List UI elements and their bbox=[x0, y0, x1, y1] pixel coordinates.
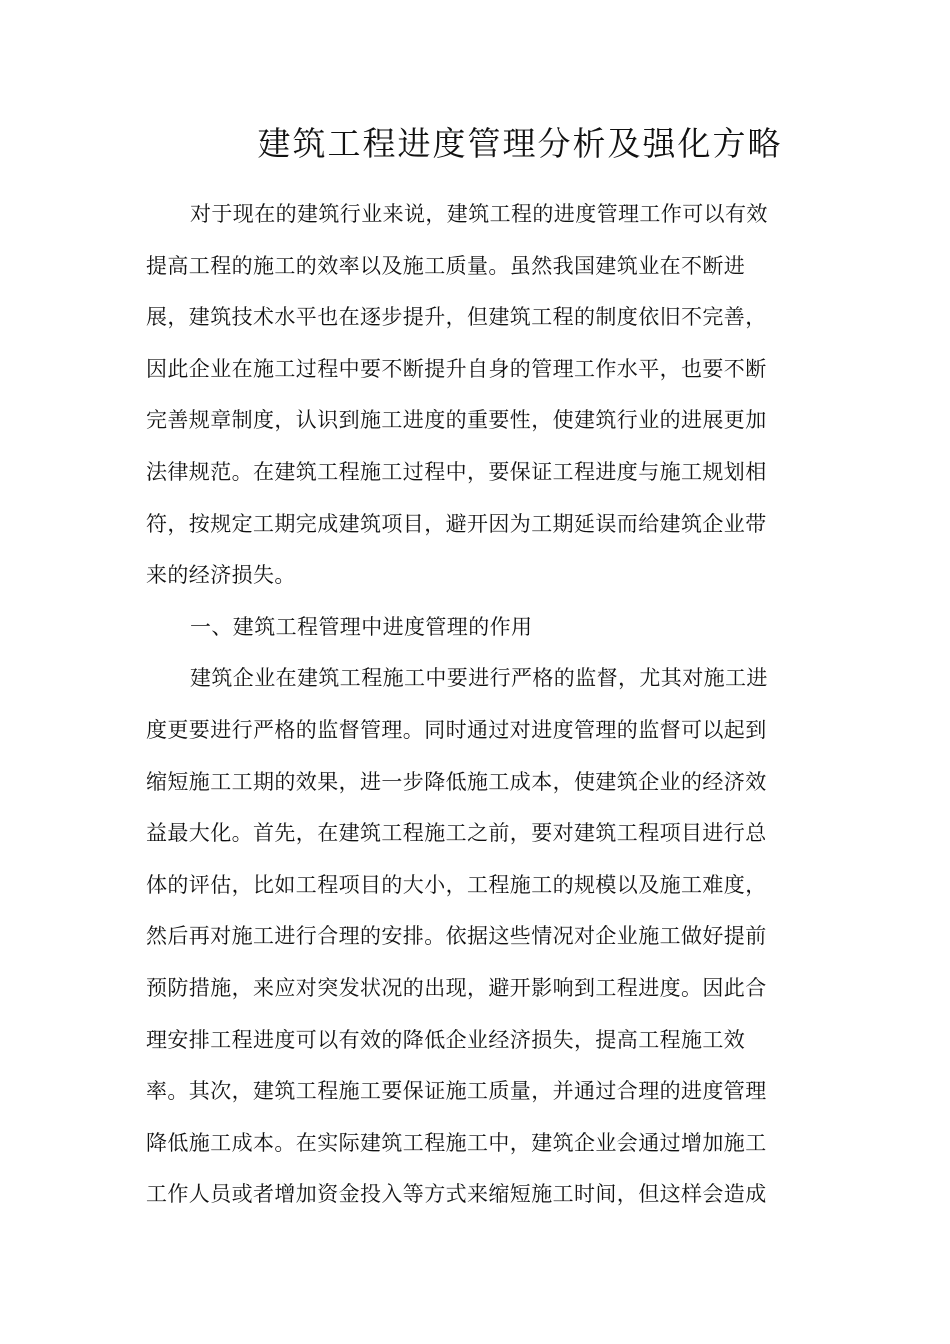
paragraph-2-line-10: 降低施工成本。在实际建筑工程施工中，建筑企业会通过增加施工 bbox=[146, 1130, 767, 1155]
paragraph-2-line-3: 缩短施工工期的效果，进一步降低施工成本，使建筑企业的经济效 bbox=[146, 769, 767, 794]
paragraph-1-line-1: 对于现在的建筑行业来说，建筑工程的进度管理工作可以有效 bbox=[190, 202, 768, 226]
paragraph-2-line-9: 率。其次，建筑工程施工要保证施工质量，并通过合理的进度管理 bbox=[146, 1079, 767, 1104]
paragraph-2-line-6: 然后再对施工进行合理的安排。依据这些情况对企业施工做好提前 bbox=[146, 924, 767, 949]
paragraph-1-line-6: 法律规范。在建筑工程施工过程中，要保证工程进度与施工规划相 bbox=[146, 459, 767, 484]
paragraph-1-line-7: 符，按规定工期完成建筑项目，避开因为工期延误而给建筑企业带 bbox=[146, 511, 767, 536]
paragraph-2-line-4: 益最大化。首先，在建筑工程施工之前，要对建筑工程项目进行总 bbox=[146, 821, 767, 846]
paragraph-1-line-5: 完善规章制度，认识到施工进度的重要性，使建筑行业的进展更加 bbox=[146, 408, 767, 433]
paragraph-2-line-11: 工作人员或者增加资金投入等方式来缩短施工时间，但这样会造成 bbox=[146, 1182, 767, 1207]
paragraph-1-line-4: 因此企业在施工过程中要不断提升自身的管理工作水平，也要不断 bbox=[146, 356, 767, 381]
document-title: 建筑工程进度管理分析及强化方略 bbox=[257, 124, 783, 163]
document-body bbox=[146, 189, 806, 1221]
paragraph-2-line-5: 体的评估，比如工程项目的大小，工程施工的规模以及施工难度， bbox=[146, 872, 767, 897]
paragraph-1-line-8: 来的经济损失。 bbox=[146, 563, 296, 588]
paragraph-2-line-7: 预防措施，来应对突发状况的出现，避开影响到工程进度。因此合 bbox=[146, 975, 767, 1000]
paragraph-2-line-1: 建筑企业在建筑工程施工中要进行严格的监督，尤其对施工进 bbox=[190, 666, 768, 691]
paragraph-1-line-3: 展，建筑技术水平也在逐步提升，但建筑工程的制度依旧不完善， bbox=[146, 305, 767, 330]
paragraph-1-line-2: 提高工程的施工的效率以及施工质量。虽然我国建筑业在不断进 bbox=[146, 253, 746, 278]
section-heading-1: 一、建筑工程管理中进度管理的作用 bbox=[190, 614, 533, 639]
paragraph-2-line-2: 度更要进行严格的监督管理。同时通过对进度管理的监督可以起到 bbox=[146, 717, 767, 742]
paragraph-2-line-8: 理安排工程进度可以有效的降低企业经济损失，提高工程施工效 bbox=[146, 1027, 746, 1052]
